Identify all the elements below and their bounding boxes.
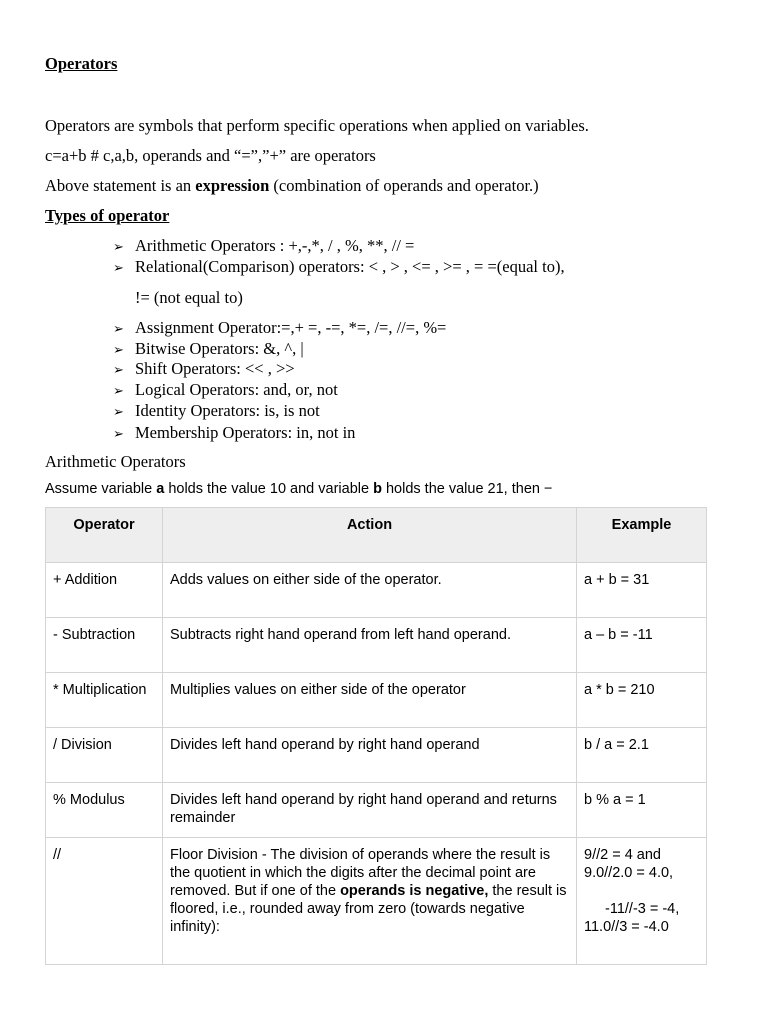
list-item: ➢ Bitwise Operators: &, ^, | — [113, 339, 304, 358]
intro-paragraph: Operators are symbols that perform specific operations when applied on variables. — [45, 116, 589, 135]
cell-operator: % Modulus — [46, 783, 163, 838]
arrow-bullet-icon: ➢ — [113, 261, 124, 276]
arrow-bullet-icon: ➢ — [113, 405, 124, 420]
arrow-bullet-icon: ➢ — [113, 384, 124, 399]
cell-operator: // — [46, 838, 163, 965]
arrow-bullet-icon: ➢ — [113, 322, 124, 337]
var-b: b — [373, 481, 382, 497]
cell-example: a – b = -11 — [577, 618, 707, 673]
table-row — [46, 783, 707, 838]
relational-continuation: != (not equal to) — [135, 288, 243, 307]
spacer — [584, 882, 699, 900]
expression-bold: expression — [195, 176, 270, 195]
list-item: ➢ Membership Operators: in, not in — [113, 423, 356, 442]
cell-example: 9//2 = 4 and 9.0//2.0 = 4.0, -11//-3 = -4, 11.0//3 = -4.0 — [577, 838, 707, 965]
operators-table — [45, 507, 707, 965]
types-heading: Types of operator — [45, 206, 170, 225]
arrow-bullet-icon: ➢ — [113, 240, 124, 255]
var-a: a — [156, 481, 165, 497]
arrow-bullet-icon: ➢ — [113, 363, 124, 378]
cell-action: Adds values on either side of the operator. — [163, 563, 577, 618]
cell-action: Multiplies values on either side of the operator — [163, 673, 577, 728]
list-item: ➢ Logical Operators: and, or, not — [113, 380, 338, 399]
header-operator: Operator — [46, 508, 163, 563]
cell-operator: + Addition — [46, 563, 163, 618]
list-item: ➢ Relational(Comparison) operators: < , > , <= , >= , = =(equal to), — [113, 257, 565, 276]
header-action: Action — [163, 508, 577, 563]
list-item: ➢ Assignment Operator:=,+ =, -=, *=, /=, //=, %= — [113, 318, 447, 337]
cell-action: Floor Division - The division of operands where the result is the quotient in which the digits after the decimal point are removed. But if one of the operands is negative, the result is floored, i.e., rounded away from zero (towards negative infinity): — [163, 838, 577, 965]
table-row — [46, 673, 707, 728]
list-item: ➢ Shift Operators: << , >> — [113, 359, 295, 378]
cell-action: Divides left hand operand by right hand operand and returns remainder — [163, 783, 577, 838]
list-item: ➢ Arithmetic Operators : +,-,*, / , %, **, // = — [113, 236, 415, 255]
expression-after: (combination of operands and operator.) — [269, 176, 539, 195]
table-header-row — [46, 508, 707, 563]
negative-operands-bold: operands is negative, — [340, 883, 489, 899]
cell-example: b % a = 1 — [577, 783, 707, 838]
cell-operator: / Division — [46, 728, 163, 783]
cell-example: a * b = 210 — [577, 673, 707, 728]
cell-operator: * Multiplication — [46, 673, 163, 728]
assume-line: Assume variable a holds the value 10 and variable b holds the value 21, then − — [45, 481, 553, 497]
table-row-floor-division — [46, 838, 707, 965]
example-line: c=a+b # c,a,b, operands and “=”,”+” are operators — [45, 146, 376, 165]
header-example: Example — [577, 508, 707, 563]
cell-example: b / a = 2.1 — [577, 728, 707, 783]
list-item: ➢ Identity Operators: is, is not — [113, 401, 320, 420]
arrow-bullet-icon: ➢ — [113, 343, 124, 358]
table-row — [46, 563, 707, 618]
expression-before: Above statement is an — [45, 176, 196, 195]
table-row — [46, 618, 707, 673]
table-row — [46, 728, 707, 783]
document-title: Operators — [45, 54, 118, 73]
cell-action: Divides left hand operand by right hand operand — [163, 728, 577, 783]
cell-action: Subtracts right hand operand from left hand operand. — [163, 618, 577, 673]
arithmetic-heading: Arithmetic Operators — [45, 452, 186, 471]
cell-operator: - Subtraction — [46, 618, 163, 673]
arrow-bullet-icon: ➢ — [113, 427, 124, 442]
expression-line — [45, 176, 539, 196]
cell-example: a + b = 31 — [577, 563, 707, 618]
